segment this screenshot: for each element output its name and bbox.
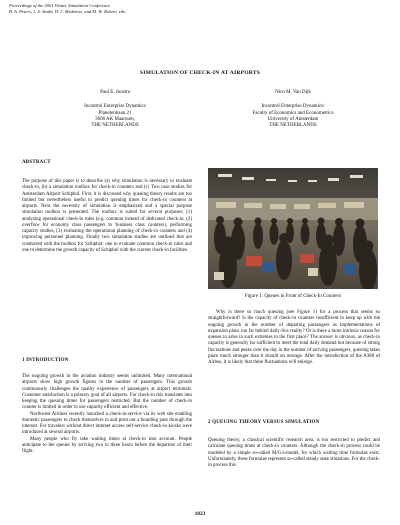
abstract-text: The purpose of this paper is to describe (a) why simulation is necessary to evaluate check-in, (b) a simulation toolbox for check-in counters and (c) Two case studies for Amsterdam Airport Schiphol. First, it is discussed why queuing theory results are too limited but nevertheless useful to predict queuing times for check-in counters at airports. Next the necessity of simulation is emphasized and a special purpose simulation toolbox is presented. The toolbox is suited for several purposes; (1) analyzing operational check-in rules (e.g. common instead of dedicated check-in, (2) overflow for economy class passengers to 'business class counters), performing capacity studies, (3) evaluating the operational planning of check-in counters and (4) improving personnel planning. Finally two simulation studies are outlined that are conducted with the toolbox for Schiphol: one to evaluate common check-in rules and one to determine the growth capacity of Schiphol with the current check-in facilities. (22, 179, 192, 253)
paper-title: SIMULATION OF CHECK-IN AT AIRPORTS (139, 70, 261, 76)
section-2-body (208, 438, 380, 469)
author-affiliation-line: Incontrol Enterprise Dynamics (84, 104, 146, 110)
intro-paragraph: Many people who fly take waiting times at check-in into account. People anticipate to the queues by arriving two to three hours before the departure of their flight. (22, 436, 192, 454)
section-2-heading: 2 QUEUING THEORY VERSUS SIMULATION (208, 420, 320, 425)
author-affiliation-line: Incontrol Enterprise Dynamics/ (261, 104, 325, 110)
section-2-paragraph: Queuing theory, a classical scientific research area, is too restricted to predict and calculate queuing times at check-in counters. Although the check-in process could be modeled by a simple so-called M/G/s-model, for which waiting time formulae exist. Unfortunately, these formulae represent so-called steady state situations. For the check-in process this (208, 438, 380, 468)
abstract-body (22, 179, 192, 254)
author-block-1 (25, 90, 205, 129)
section-1-heading: 1 INTRODUCTION (22, 358, 69, 363)
section-1-body (22, 374, 192, 455)
figure-caption: Figure 1: Queues in Front of Check-In Counters (244, 294, 342, 299)
author-affiliation-line: THE NETHERLANDS (269, 123, 317, 129)
proceedings-line: Proceedings of the 2001 Winter Simulation Conference (9, 3, 111, 8)
proceedings-header (9, 3, 126, 15)
author-name: Paul E. Joustra (100, 90, 130, 95)
author-affiliation-line: THE NETHERLANDS (91, 123, 139, 129)
author-name: Nico M. Van Dijk (275, 90, 311, 95)
intro-paragraph: Northwest Airlines recently launched a check-in-service via its web site enabling domestic passengers to check themselves in and print out a boarding pass through the internet. For travelers without direct internet access self-service check-in kiosks were introduced at several airports. (22, 411, 192, 436)
author-affiliation-line: Faculty of Economics and Econometrics (252, 110, 334, 116)
check-in-queue-photo (208, 168, 378, 289)
intro-paragraph: The ongoing growth in the aviation industry seems unlimited. Many international airports show high growth figures in the number of passengers. This growth continuously challenges the quality experience of passengers at airport terminals. Customer satisfaction is a primary goal of all airports. For check-in this translates into keeping the queuing times for passengers restricted. But the number of check-in counter is limited in order to use capacity efficient and effective. (22, 374, 192, 411)
right-column-body (208, 310, 380, 366)
queuing-paragraph: Why is there so much queuing (see Figure 1) for a process that seems so straightforward? Is the capacity of check-in counters insufficient to keep up with the ongoing growth in the number of departing passengers as implementations of expansion plans run far behind daily-live reality? Or is there a more intrinsic reason for queues to arise in such extremes in the first place? The answer is obvious, as check-in capacity is generally far sufficient to meet the total daily demand but because of strong fluctuations and peaks over the day in the number of arriving passengers, queuing takes place much stronger than it should on average. After the introduction of the A380 of Airbus, it is likely that these fluctuations will enlarge. (208, 310, 380, 365)
author-affiliation-line: 3606 AK Maarssen, (95, 116, 135, 122)
editors-line: B. A. Peters, J. S. Smith, D. J. Medeiros, and M. W. Rohrer, eds. (9, 9, 127, 15)
page-number: 1023 (194, 511, 206, 517)
author-affiliation-line: University of Amsterdam (267, 116, 319, 122)
author-block-2 (203, 90, 383, 129)
abstract-heading: ABSTRACT (22, 160, 51, 165)
author-affiliation-line: Planetenbaan 21 (98, 110, 132, 116)
